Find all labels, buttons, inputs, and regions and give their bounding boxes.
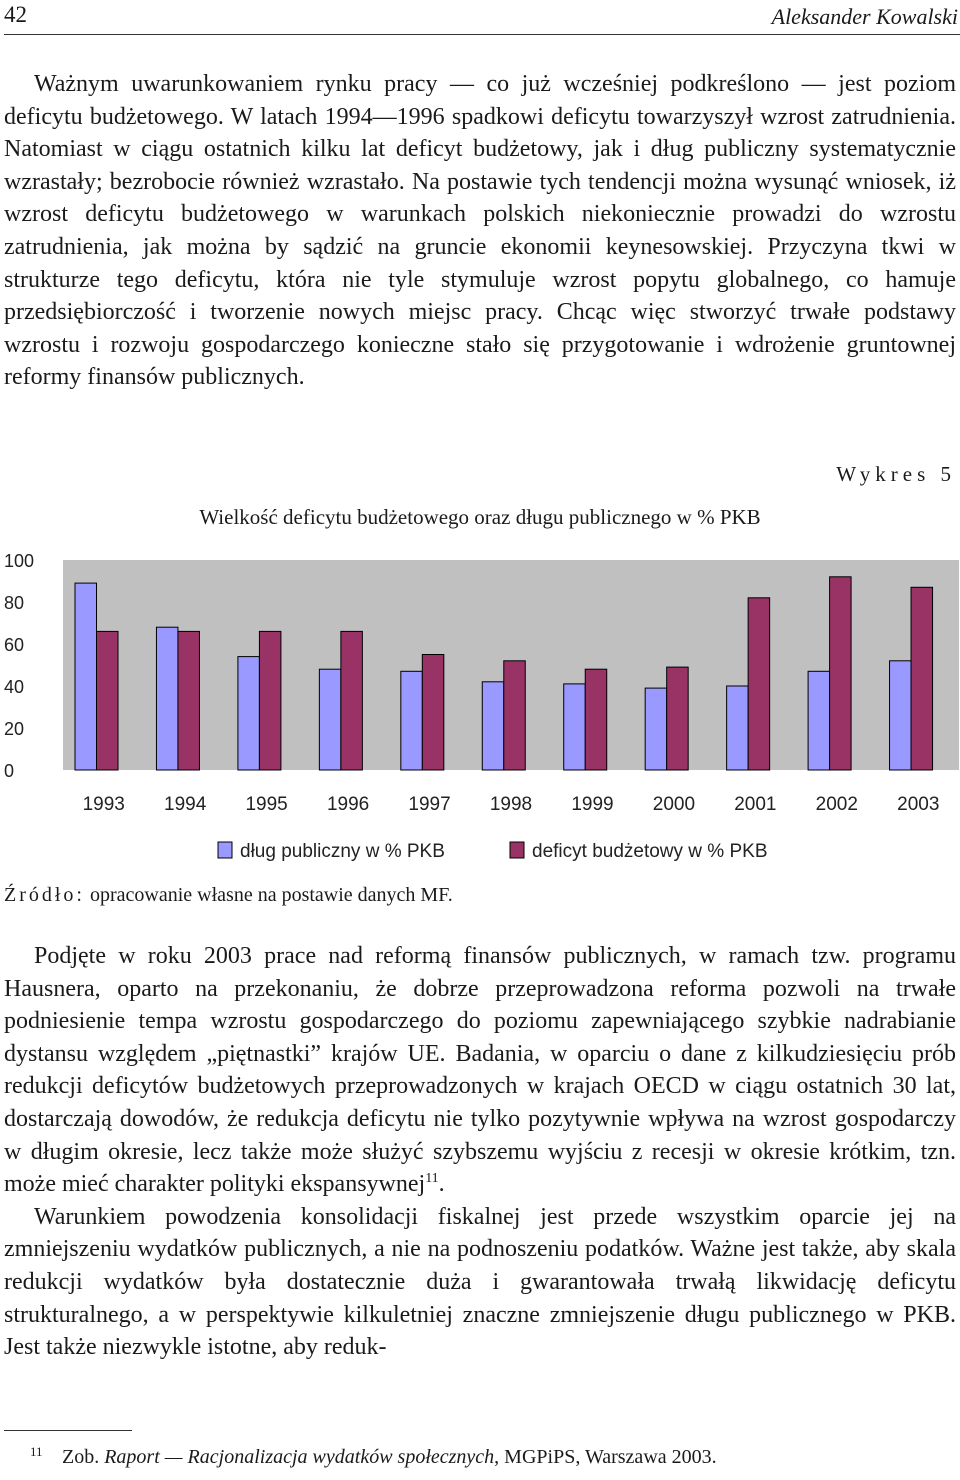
x-tick-1994: 1994 [164, 794, 207, 815]
x-tick-labels [83, 794, 940, 815]
legend-swatch-debt [218, 842, 232, 858]
y-tick-labels [4, 551, 34, 781]
bar-deficit-2003 [911, 587, 933, 770]
bar-deficit-1999 [585, 669, 607, 770]
source-text: opracowanie własne na postawie danych MF. [90, 884, 453, 906]
paragraph-2-text: Podjęte w roku 2003 prace nad reformą finansów publicznych, w ramach tzw. programu Hausnera, oparto na przekonaniu, że dobrze przeprowadzona reforma pozwoli na trwałe podniesienie tempa wzrostu gospodarczego do poziomu zapewniającego szybkie nadrabianie dystansu względem „piętnastki” krajów UE. Badania, w oparciu o dane z kilkudziesięciu prób redukcji deficytów budżetowych przeprowadzonych w krajach OECD w ciągu ostatnich 30 lat, dostarczają dowodów, że redukcja deficytu nie tylko pozytywnie wpływa na wzrost gospodarczy w długim okresie, lecz także może służyć szybszemu wyjściu z recesji w okresie krótkim, tzn. może mieć charakter polityki ekspansywnej [4, 943, 956, 1198]
bar-debt-1994 [156, 627, 178, 770]
footnote-prefix: Zob. [62, 1446, 100, 1468]
footnote-ref: 11 [425, 1171, 439, 1187]
footnote [30, 1446, 717, 1469]
page-header [4, 0, 960, 35]
x-tick-2000: 2000 [652, 794, 696, 815]
bar-deficit-2002 [830, 577, 852, 770]
body-text-2 [4, 940, 956, 1364]
bar-deficit-1996 [341, 631, 363, 770]
chart-legend [218, 841, 768, 862]
figure-label: Wykres 5 [836, 462, 956, 486]
x-tick-1997: 1997 [408, 794, 451, 815]
page-number: 42 [4, 2, 27, 27]
x-tick-1993: 1993 [82, 794, 125, 815]
x-tick-1995: 1995 [245, 794, 288, 815]
bar-deficit-2000 [667, 667, 689, 770]
x-tick-1998: 1998 [489, 794, 533, 815]
footnote-rest: , MGPiPS, Warszawa 2003. [494, 1446, 717, 1468]
bar-debt-1993 [75, 583, 97, 770]
bar-debt-1995 [238, 657, 260, 770]
y-tick-60: 60 [4, 635, 25, 655]
footnote-title: Raport — Racjonalizacja wydatków społecznych [104, 1446, 495, 1468]
source-label: Źródło: [4, 884, 85, 906]
legend-label-deficit: deficyt budżetowy w % PKB [532, 841, 768, 862]
paragraph-2 [4, 940, 956, 1201]
x-tick-2002: 2002 [815, 794, 858, 815]
x-tick-1999: 1999 [571, 794, 614, 815]
y-tick-20: 20 [4, 719, 25, 739]
paragraph-3: Warunkiem powodzenia konsolidacji fiskalnej jest przede wszystkim oparcie jej na zmniejszeniu wydatków publicznych, a nie na podnoszeniu podatków. Ważne jest także, aby skala redukcji wydatków była dostatecznie duża i gwarantowała trwałą likwidację deficytu strukturalnego, a w perspektywie kilkuletniej znaczne zmniejszenie długu publicznego w PKB. Jest także niezwykle istotne, aby reduk- [4, 1203, 956, 1361]
bar-debt-1999 [564, 684, 586, 770]
bar-debt-1997 [401, 671, 423, 770]
x-tick-1996: 1996 [326, 794, 370, 815]
x-tick-2001: 2001 [734, 794, 777, 815]
y-tick-40: 40 [4, 677, 25, 697]
bar-deficit-1994 [178, 631, 200, 770]
bar-debt-2003 [890, 661, 912, 770]
y-tick-100: 100 [4, 551, 35, 571]
x-tick-2003: 2003 [897, 794, 940, 815]
chart-title: Wielkość deficytu budżetowego oraz długu publicznego w % PKB [199, 505, 761, 529]
bar-deficit-1995 [259, 631, 281, 770]
bar-debt-2002 [808, 671, 830, 770]
bar-chart [0, 540, 960, 880]
legend-swatch-deficit [510, 842, 524, 858]
bar-debt-1998 [482, 682, 504, 770]
footnote-number: 11 [30, 1444, 43, 1459]
bar-debt-2000 [645, 688, 667, 770]
y-tick-0: 0 [4, 761, 15, 781]
bar-debt-2001 [727, 686, 749, 770]
y-tick-80: 80 [4, 593, 25, 613]
paragraph-1: Ważnym uwarunkowaniem rynku pracy — co już wcześniej podkreślono — jest poziom deficytu budżetowego. W latach 1994—1996 spadkowi deficytu towarzyszył wzrost zatrudnienia. Natomiast w ciągu ostatnich kilku lat deficyt budżetowy, jak i dług publiczny systematycznie wzrastały; bezrobocie również wzrastało. Na postawie tych tendencji można wysunąć wniosek, iż wzrost deficytu budżetowego w warunkach polskich niekoniecznie prowadzi do wzrostu zatrudnienia, jak można by sądzić na gruncie ekonomii keynesowskiej. Przyczyna tkwi w strukturze tego deficytu, która nie tyle stymuluje wzrost popytu globalnego, co hamuje przedsiębiorczość i tworzenie nowych miejsc pracy. Chcąc więc stworzyć trwałe podstawy wzrostu i rozwoju gospodarczego konieczne stało się przygotowanie i wdrożenie gruntownej reformy finansów publicznych. [4, 71, 956, 391]
legend-label-debt: dług publiczny w % PKB [240, 841, 445, 862]
bar-debt-1996 [319, 669, 341, 770]
figure-source [4, 884, 453, 907]
bar-deficit-2001 [748, 598, 770, 770]
running-head-author: Aleksander Kowalski [771, 4, 958, 29]
footnote-divider [4, 1430, 132, 1431]
bar-deficit-1997 [422, 655, 444, 771]
paragraph-2-end: . [438, 1171, 445, 1198]
bar-deficit-1998 [504, 661, 525, 770]
bar-deficit-1993 [97, 631, 119, 770]
